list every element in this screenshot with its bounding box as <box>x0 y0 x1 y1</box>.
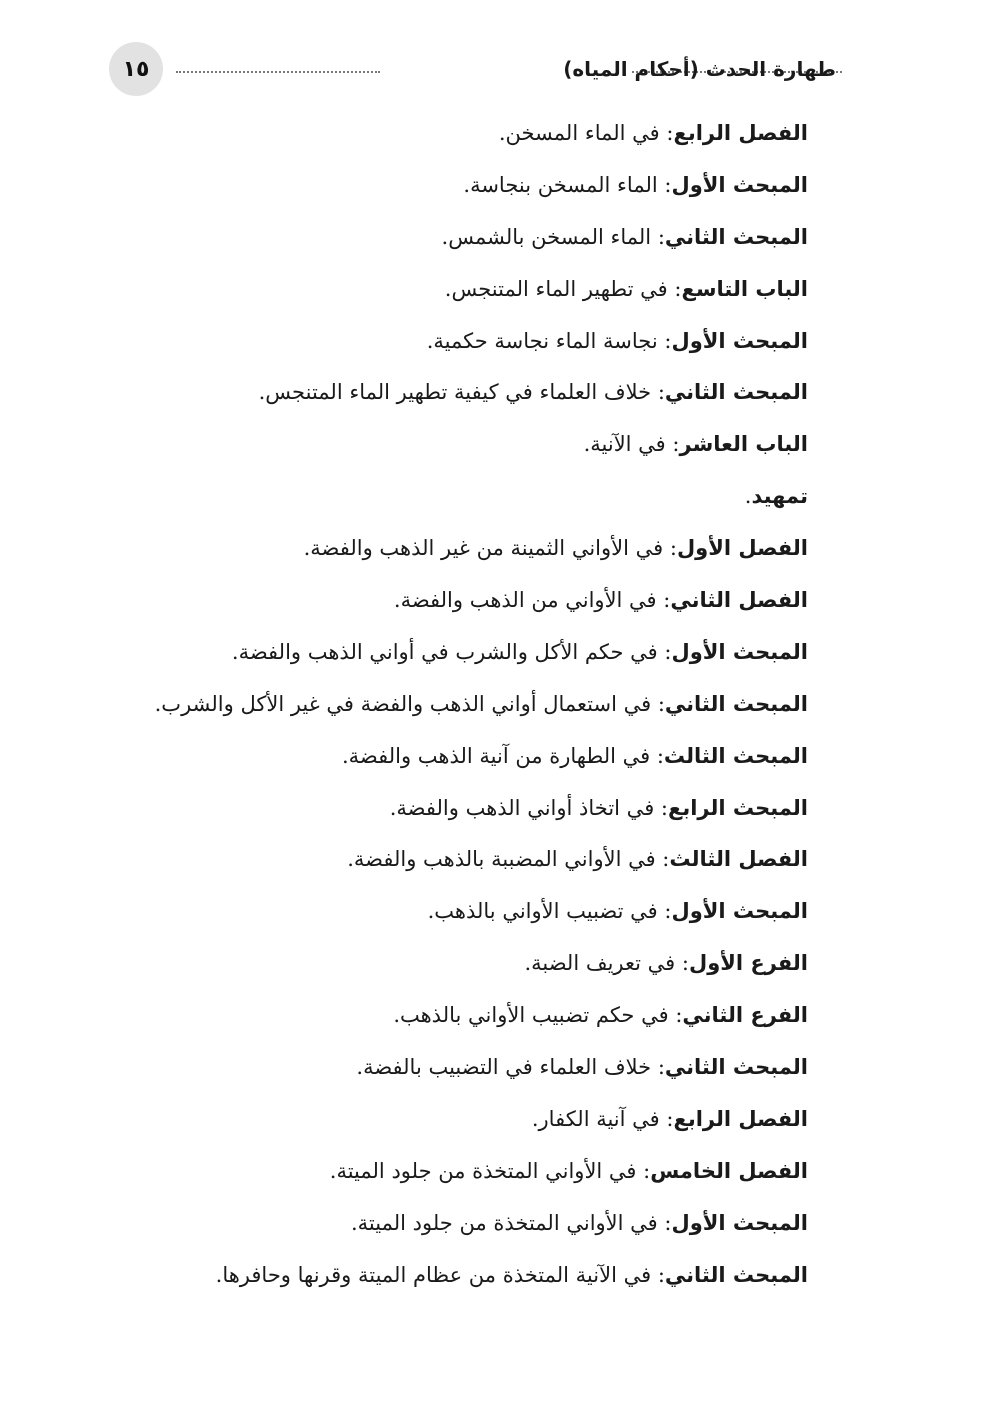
running-header-title: طهارة الحدث (أحكام المياه) <box>563 57 836 81</box>
toc-entry-text: . <box>744 484 752 509</box>
toc-entry-separator: : <box>657 1210 672 1235</box>
toc-entry-text: في الماء المسخن. <box>498 121 660 145</box>
toc-entry-text: في تضبيب الأواني بالذهب. <box>427 899 658 924</box>
toc-entry-separator: : <box>657 639 672 664</box>
toc-entry-label: الفصل الرابع <box>673 121 808 145</box>
toc-entry-text: في الأواني الثمينة من غير الذهب والفضة. <box>303 536 664 561</box>
toc-entry <box>168 316 808 368</box>
toc-entry-text: في استعمال أواني الذهب والفضة في غير الأكل والشرب. <box>154 691 652 716</box>
toc-entry-separator: : <box>651 1055 665 1080</box>
toc-entry <box>168 264 808 316</box>
toc-entry-separator: : <box>651 224 665 249</box>
toc-entry-label: الفصل الأول <box>676 536 808 561</box>
toc-entry <box>168 731 808 783</box>
toc-entry-label: الفصل الثاني <box>670 588 808 613</box>
toc-entry-text: الماء المسخن بنجاسة. <box>463 172 658 197</box>
toc-entry-label: تمهيد <box>751 484 808 509</box>
toc-entry <box>168 1042 808 1094</box>
toc-entry-label: المبحث الثاني <box>664 691 808 716</box>
toc-entry <box>168 1146 808 1198</box>
toc-entry <box>168 1094 808 1146</box>
table-of-contents <box>154 108 808 1301</box>
toc-entry-separator: : <box>650 743 664 768</box>
toc-entry-text: في حكم تضبيب الأواني بالذهب. <box>393 1003 669 1028</box>
toc-entry <box>168 419 808 471</box>
toc-entry-label: المبحث الثاني <box>664 224 808 249</box>
toc-entry-separator: : <box>657 899 672 924</box>
toc-entry-separator: : <box>668 1003 683 1028</box>
toc-entry <box>168 575 808 627</box>
toc-entry-text: في الآنية. <box>583 432 666 457</box>
toc-entry <box>168 1198 808 1250</box>
toc-entry <box>168 523 808 575</box>
toc-entry <box>168 1250 808 1302</box>
toc-entry <box>168 108 808 160</box>
toc-entry-separator: : <box>657 328 672 353</box>
toc-entry-label: المبحث الأول <box>671 172 808 197</box>
toc-entry <box>168 160 808 212</box>
toc-entry-label: المبحث الأول <box>671 899 808 924</box>
toc-entry-text: في الأواني المضببة بالذهب والفضة. <box>347 847 656 872</box>
toc-entry-text: في الآنية المتخذة من عظام الميتة وقرنها وحافرها. <box>215 1262 652 1287</box>
toc-entry-separator: : <box>651 380 665 405</box>
toc-entry-label: المبحث الأول <box>671 328 808 353</box>
toc-entry-label: المبحث الأول <box>671 1210 808 1235</box>
toc-entry-text: خلاف العلماء في كيفية تطهير الماء المتنجس. <box>258 380 652 405</box>
toc-entry-label: المبحث الثاني <box>664 1055 808 1080</box>
toc-entry <box>168 783 808 835</box>
toc-entry <box>168 627 808 679</box>
toc-entry-text: في الأواني المتخذة من جلود الميتة. <box>351 1210 658 1235</box>
toc-entry-separator: : <box>651 1262 665 1287</box>
toc-entry <box>154 679 808 731</box>
toc-entry-separator: : <box>659 121 674 145</box>
toc-entry-label: المبحث الرابع <box>668 795 808 820</box>
toc-entry-label: الفرع الثاني <box>682 1003 808 1028</box>
toc-entry-label: المبحث الأول <box>671 639 808 664</box>
toc-entry <box>168 938 808 990</box>
toc-entry-label: المبحث الثاني <box>664 380 808 405</box>
toc-entry-label: الفصل الثالث <box>669 847 808 872</box>
toc-entry-text: نجاسة الماء نجاسة حكمية. <box>426 328 658 353</box>
toc-entry-label: الفصل الخامس <box>650 1158 808 1183</box>
header-dotted-leader-left <box>176 71 380 73</box>
toc-entry-label: المبحث الثاني <box>664 1262 808 1287</box>
page-number-badge: ١٥ <box>109 42 163 96</box>
toc-entry <box>168 367 808 419</box>
toc-entry-label: المبحث الثالث <box>663 743 808 768</box>
toc-entry-label: الباب التاسع <box>681 276 808 301</box>
toc-entry-text: في آنية الكفار. <box>531 1106 660 1131</box>
toc-entry-separator: : <box>654 795 668 820</box>
toc-entry-text: في الأواني من الذهب والفضة. <box>393 588 657 613</box>
toc-entry-label: الفرع الأول <box>688 951 808 976</box>
toc-entry-text: في اتخاذ أواني الذهب والفضة. <box>389 795 655 820</box>
toc-entry <box>168 212 808 264</box>
toc-entry-text: خلاف العلماء في التضبيب بالفضة. <box>356 1055 652 1080</box>
toc-entry <box>168 990 808 1042</box>
toc-entry-separator: : <box>659 1106 674 1131</box>
toc-entry <box>168 886 808 938</box>
toc-entry-text: في تعريف الضبة. <box>524 951 676 976</box>
toc-entry-text: في الأواني المتخذة من جلود الميتة. <box>329 1158 637 1183</box>
toc-entry-separator: : <box>665 432 680 457</box>
toc-entry-separator: : <box>663 536 677 561</box>
toc-entry-text: في تطهير الماء المتنجس. <box>444 276 668 301</box>
toc-entry-separator: : <box>636 1158 651 1183</box>
toc-entry-separator: : <box>656 588 671 613</box>
toc-entry-text: في الطهارة من آنية الذهب والفضة. <box>341 743 651 768</box>
toc-entry-separator: : <box>655 847 670 872</box>
toc-entry <box>168 471 808 523</box>
toc-entry-separator: : <box>675 951 689 976</box>
toc-entry-label: الفصل الرابع <box>673 1106 808 1131</box>
toc-entry-separator: : <box>651 691 665 716</box>
toc-entry-separator: : <box>667 276 682 301</box>
toc-entry-text: في حكم الأكل والشرب في أواني الذهب والفضة. <box>231 639 658 664</box>
toc-entry <box>168 834 808 886</box>
toc-entry-separator: : <box>657 172 672 197</box>
toc-entry-text: الماء المسخن بالشمس. <box>441 224 652 249</box>
toc-entry-label: الباب العاشر <box>679 432 808 457</box>
